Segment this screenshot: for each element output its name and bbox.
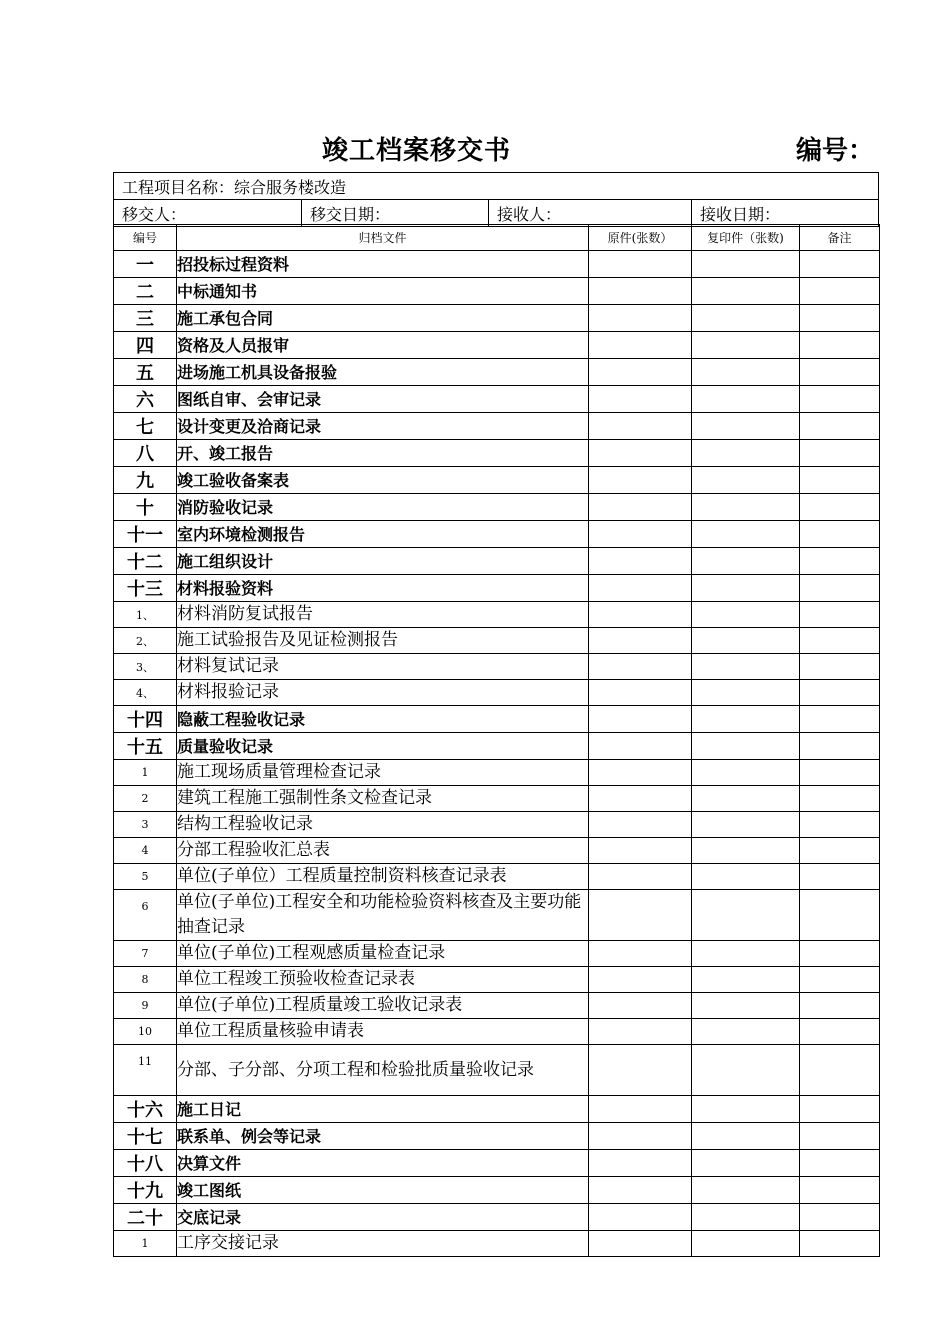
copy-count-cell xyxy=(692,654,800,680)
original-count-cell xyxy=(589,1150,692,1177)
original-count-cell xyxy=(589,706,692,733)
copy-count-cell xyxy=(692,786,800,812)
note-cell xyxy=(800,760,880,786)
copy-count-cell xyxy=(692,575,800,602)
column-header-note: 备注 xyxy=(800,225,880,251)
table-row xyxy=(114,305,880,332)
row-file-name: 竣工图纸 xyxy=(177,1177,589,1204)
table-header-row xyxy=(114,225,880,251)
original-count-cell xyxy=(589,413,692,440)
document-title: 竣工档案移交书 xyxy=(322,136,512,166)
column-header-original: 原件(张数） xyxy=(589,225,692,251)
row-file-name: 质量验收记录 xyxy=(177,733,589,760)
note-cell xyxy=(800,305,880,332)
copy-count-cell xyxy=(692,305,800,332)
table-row xyxy=(114,838,880,864)
note-cell xyxy=(800,602,880,628)
row-number: 5 xyxy=(114,864,177,890)
column-header-file: 归档文件 xyxy=(177,225,589,251)
copy-count-cell xyxy=(692,1096,800,1123)
row-number: 二 xyxy=(114,278,177,305)
copy-count-cell xyxy=(692,838,800,864)
row-number: 4、 xyxy=(114,680,177,706)
copy-count-cell xyxy=(692,628,800,654)
row-number: 十一 xyxy=(114,521,177,548)
original-count-cell xyxy=(589,760,692,786)
row-number: 二十 xyxy=(114,1204,177,1231)
row-file-name: 施工组织设计 xyxy=(177,548,589,575)
table-row xyxy=(114,760,880,786)
copy-count-cell xyxy=(692,602,800,628)
serial-number-label: 编号： xyxy=(796,136,875,166)
original-count-cell xyxy=(589,1019,692,1045)
table-row xyxy=(114,332,880,359)
original-count-cell xyxy=(589,1204,692,1231)
copy-count-cell xyxy=(692,864,800,890)
note-cell xyxy=(800,812,880,838)
note-cell xyxy=(800,1204,880,1231)
table-row xyxy=(114,521,880,548)
note-cell xyxy=(800,1231,880,1257)
column-header-no: 编号 xyxy=(114,225,177,251)
copy-count-cell xyxy=(692,967,800,993)
copy-count-cell xyxy=(692,440,800,467)
table-row xyxy=(114,812,880,838)
copy-count-cell xyxy=(692,680,800,706)
project-info-block xyxy=(113,172,879,227)
note-cell xyxy=(800,864,880,890)
table-row xyxy=(114,941,880,967)
row-number: 十二 xyxy=(114,548,177,575)
original-count-cell xyxy=(589,1045,692,1096)
row-file-name: 分部、子分部、分项工程和检验批质量验收记录 xyxy=(177,1045,589,1096)
row-number: 2、 xyxy=(114,628,177,654)
table-row xyxy=(114,413,880,440)
row-file-name: 资格及人员报审 xyxy=(177,332,589,359)
row-file-name: 施工承包合同 xyxy=(177,305,589,332)
copy-count-cell xyxy=(692,1019,800,1045)
note-cell xyxy=(800,521,880,548)
original-count-cell xyxy=(589,548,692,575)
row-file-name: 单位(子单位)工程安全和功能检验资料核查及主要功能抽查记录 xyxy=(177,890,589,941)
row-number: 四 xyxy=(114,332,177,359)
original-count-cell xyxy=(589,386,692,413)
row-file-name: 施工现场质量管理检查记录 xyxy=(177,760,589,786)
row-number: 2 xyxy=(114,786,177,812)
table-row xyxy=(114,548,880,575)
row-file-name: 设计变更及洽商记录 xyxy=(177,413,589,440)
table-row xyxy=(114,786,880,812)
row-file-name: 图纸自审、会审记录 xyxy=(177,386,589,413)
table-row xyxy=(114,278,880,305)
original-count-cell xyxy=(589,494,692,521)
original-count-cell xyxy=(589,602,692,628)
row-number: 十八 xyxy=(114,1150,177,1177)
copy-count-cell xyxy=(692,467,800,494)
original-count-cell xyxy=(589,575,692,602)
copy-count-cell xyxy=(692,251,800,278)
note-cell xyxy=(800,706,880,733)
row-number: 1 xyxy=(114,1231,177,1257)
note-cell xyxy=(800,251,880,278)
row-number: 6 xyxy=(114,890,177,941)
row-number: 1、 xyxy=(114,602,177,628)
note-cell xyxy=(800,386,880,413)
note-cell xyxy=(800,967,880,993)
table-row xyxy=(114,654,880,680)
note-cell xyxy=(800,1096,880,1123)
row-number: 11 xyxy=(114,1045,177,1096)
original-count-cell xyxy=(589,467,692,494)
copy-count-cell xyxy=(692,1123,800,1150)
copy-count-cell xyxy=(692,1231,800,1257)
note-cell xyxy=(800,680,880,706)
row-file-name: 工序交接记录 xyxy=(177,1231,589,1257)
table-row xyxy=(114,1177,880,1204)
row-number: 三 xyxy=(114,305,177,332)
row-number: 十四 xyxy=(114,706,177,733)
original-count-cell xyxy=(589,1177,692,1204)
note-cell xyxy=(800,440,880,467)
original-count-cell xyxy=(589,305,692,332)
row-file-name: 材料消防复试报告 xyxy=(177,602,589,628)
row-file-name: 决算文件 xyxy=(177,1150,589,1177)
row-file-name: 单位(子单位)工程观感质量检查记录 xyxy=(177,941,589,967)
receive-date-field: 接收日期： xyxy=(691,200,878,226)
row-file-name: 材料复试记录 xyxy=(177,654,589,680)
row-file-name: 竣工验收备案表 xyxy=(177,467,589,494)
row-file-name: 中标通知书 xyxy=(177,278,589,305)
note-cell xyxy=(800,1150,880,1177)
copy-count-cell xyxy=(692,706,800,733)
row-file-name: 隐蔽工程验收记录 xyxy=(177,706,589,733)
note-cell xyxy=(800,1123,880,1150)
copy-count-cell xyxy=(692,993,800,1019)
copy-count-cell xyxy=(692,1177,800,1204)
original-count-cell xyxy=(589,1096,692,1123)
handover-row xyxy=(114,200,878,227)
table-row xyxy=(114,890,880,941)
table-row xyxy=(114,359,880,386)
table-row xyxy=(114,680,880,706)
original-count-cell xyxy=(589,733,692,760)
original-count-cell xyxy=(589,890,692,941)
note-cell xyxy=(800,838,880,864)
row-number: 8 xyxy=(114,967,177,993)
row-number: 9 xyxy=(114,993,177,1019)
row-file-name: 单位工程竣工预验收检查记录表 xyxy=(177,967,589,993)
note-cell xyxy=(800,332,880,359)
copy-count-cell xyxy=(692,386,800,413)
row-number: 十 xyxy=(114,494,177,521)
original-count-cell xyxy=(589,993,692,1019)
note-cell xyxy=(800,1177,880,1204)
row-number: 八 xyxy=(114,440,177,467)
row-file-name: 消防验收记录 xyxy=(177,494,589,521)
table-row xyxy=(114,494,880,521)
note-cell xyxy=(800,467,880,494)
table-row xyxy=(114,733,880,760)
project-name-row xyxy=(114,173,878,200)
row-file-name: 结构工程验收记录 xyxy=(177,812,589,838)
note-cell xyxy=(800,890,880,941)
handover-date-field: 移交日期： xyxy=(301,200,488,226)
original-count-cell xyxy=(589,967,692,993)
row-file-name: 开、竣工报告 xyxy=(177,440,589,467)
copy-count-cell xyxy=(692,733,800,760)
copy-count-cell xyxy=(692,548,800,575)
row-file-name: 施工日记 xyxy=(177,1096,589,1123)
copy-count-cell xyxy=(692,941,800,967)
original-count-cell xyxy=(589,864,692,890)
copy-count-cell xyxy=(692,494,800,521)
original-count-cell xyxy=(589,359,692,386)
row-file-name: 分部工程验收汇总表 xyxy=(177,838,589,864)
original-count-cell xyxy=(589,786,692,812)
project-name: 工程项目名称：综合服务楼改造 xyxy=(122,177,347,197)
table-row xyxy=(114,386,880,413)
table-row xyxy=(114,1019,880,1045)
row-file-name: 进场施工机具设备报验 xyxy=(177,359,589,386)
row-number: 一 xyxy=(114,251,177,278)
table-row xyxy=(114,1204,880,1231)
row-number: 十六 xyxy=(114,1096,177,1123)
original-count-cell xyxy=(589,332,692,359)
row-number: 六 xyxy=(114,386,177,413)
note-cell xyxy=(800,786,880,812)
note-cell xyxy=(800,993,880,1019)
copy-count-cell xyxy=(692,359,800,386)
table-row xyxy=(114,1231,880,1257)
row-file-name: 建筑工程施工强制性条文检查记录 xyxy=(177,786,589,812)
copy-count-cell xyxy=(692,521,800,548)
table-row xyxy=(114,967,880,993)
row-number: 九 xyxy=(114,467,177,494)
row-file-name: 单位(子单位)工程质量竣工验收记录表 xyxy=(177,993,589,1019)
table-row xyxy=(114,467,880,494)
note-cell xyxy=(800,1045,880,1096)
original-count-cell xyxy=(589,680,692,706)
table-row xyxy=(114,602,880,628)
row-file-name: 招投标过程资料 xyxy=(177,251,589,278)
table-row xyxy=(114,1150,880,1177)
table-row xyxy=(114,251,880,278)
original-count-cell xyxy=(589,521,692,548)
note-cell xyxy=(800,654,880,680)
note-cell xyxy=(800,1019,880,1045)
table-row xyxy=(114,440,880,467)
table-row xyxy=(114,1045,880,1096)
original-count-cell xyxy=(589,1231,692,1257)
column-header-copy: 复印件（张数) xyxy=(692,225,800,251)
original-count-cell xyxy=(589,1123,692,1150)
copy-count-cell xyxy=(692,1204,800,1231)
copy-count-cell xyxy=(692,760,800,786)
note-cell xyxy=(800,575,880,602)
original-count-cell xyxy=(589,654,692,680)
copy-count-cell xyxy=(692,890,800,941)
note-cell xyxy=(800,548,880,575)
row-file-name: 交底记录 xyxy=(177,1204,589,1231)
copy-count-cell xyxy=(692,413,800,440)
row-file-name: 联系单、例会等记录 xyxy=(177,1123,589,1150)
note-cell xyxy=(800,733,880,760)
row-file-name: 室内环境检测报告 xyxy=(177,521,589,548)
original-count-cell xyxy=(589,628,692,654)
row-number: 4 xyxy=(114,838,177,864)
note-cell xyxy=(800,359,880,386)
note-cell xyxy=(800,413,880,440)
row-file-name: 材料报验资料 xyxy=(177,575,589,602)
row-number: 3 xyxy=(114,812,177,838)
original-count-cell xyxy=(589,251,692,278)
table-body xyxy=(114,251,880,1257)
copy-count-cell xyxy=(692,1150,800,1177)
row-file-name: 材料报验记录 xyxy=(177,680,589,706)
copy-count-cell xyxy=(692,278,800,305)
table-row xyxy=(114,628,880,654)
row-file-name: 施工试验报告及见证检测报告 xyxy=(177,628,589,654)
row-number: 10 xyxy=(114,1019,177,1045)
table-row xyxy=(114,993,880,1019)
row-number: 十七 xyxy=(114,1123,177,1150)
row-number: 十九 xyxy=(114,1177,177,1204)
row-number: 1 xyxy=(114,760,177,786)
original-count-cell xyxy=(589,440,692,467)
table-row xyxy=(114,575,880,602)
row-file-name: 单位工程质量核验申请表 xyxy=(177,1019,589,1045)
note-cell xyxy=(800,941,880,967)
table-row xyxy=(114,1123,880,1150)
table-row xyxy=(114,1096,880,1123)
note-cell xyxy=(800,494,880,521)
row-file-name: 单位(子单位）工程质量控制资料核查记录表 xyxy=(177,864,589,890)
row-number: 十五 xyxy=(114,733,177,760)
row-number: 7 xyxy=(114,941,177,967)
row-number: 十三 xyxy=(114,575,177,602)
table-row xyxy=(114,706,880,733)
receiver-field: 接收人： xyxy=(488,200,691,226)
row-number: 五 xyxy=(114,359,177,386)
copy-count-cell xyxy=(692,812,800,838)
table-row xyxy=(114,864,880,890)
copy-count-cell xyxy=(692,1045,800,1096)
original-count-cell xyxy=(589,838,692,864)
row-number: 七 xyxy=(114,413,177,440)
row-number: 3、 xyxy=(114,654,177,680)
original-count-cell xyxy=(589,941,692,967)
original-count-cell xyxy=(589,812,692,838)
handover-person-field: 移交人： xyxy=(122,204,187,224)
copy-count-cell xyxy=(692,332,800,359)
note-cell xyxy=(800,628,880,654)
original-count-cell xyxy=(589,278,692,305)
archive-file-table xyxy=(113,224,880,1257)
note-cell xyxy=(800,278,880,305)
